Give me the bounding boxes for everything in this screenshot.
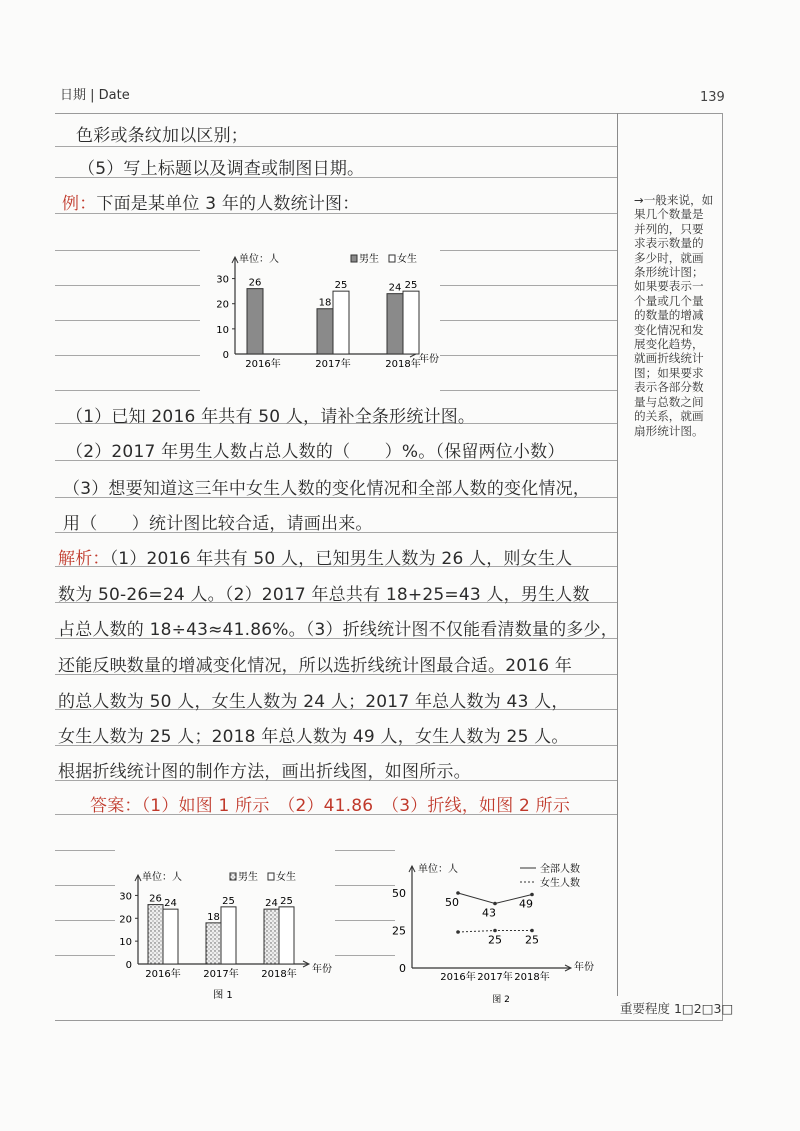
bar-value-label: 26 xyxy=(248,277,262,289)
point-female xyxy=(456,930,460,934)
date-header: 日期 | Date xyxy=(60,88,130,103)
bar-female xyxy=(403,291,419,354)
bar-value-label: 18 xyxy=(207,911,220,923)
analysis-line-1 xyxy=(58,544,572,569)
importance-rating: 重要程度 1□2□3□ xyxy=(620,1001,734,1016)
ruled-line xyxy=(55,920,115,921)
ruled-line xyxy=(55,250,200,251)
figure-caption: 图 1 xyxy=(213,990,233,1001)
legend-swatch-female xyxy=(389,255,395,262)
point-total xyxy=(493,902,497,906)
x-tick-label: 2016年 xyxy=(145,969,181,980)
example-text: 下面是某单位 3 年的人数统计图： xyxy=(96,194,360,214)
figure-2-line-chart xyxy=(390,852,615,1010)
legend-swatch-male xyxy=(351,255,357,262)
y-tick-label: 10 xyxy=(119,937,132,949)
x-tick-label: 2018年 xyxy=(385,359,421,370)
analysis-line-7: 根据折线统计图的制作方法，画出折线图，如图所示。 xyxy=(58,762,471,782)
figure-caption: 图 2 xyxy=(492,995,510,1005)
bar-value-label: 25 xyxy=(404,280,418,292)
x-tick-label: 2018年 xyxy=(261,969,297,980)
ruled-line xyxy=(440,320,617,321)
bar-value-label: 26 xyxy=(149,893,162,905)
question-3a: （3）想要知道这三年中女生人数的变化情况和全部人数的变化情况， xyxy=(63,479,591,499)
analysis-label: 解析： xyxy=(58,549,110,569)
page-number: 139 xyxy=(700,90,725,105)
bar-value-label: 25 xyxy=(280,895,293,907)
y-tick-label: 0 xyxy=(399,962,406,975)
bar-female xyxy=(221,907,236,964)
example-label: 例： xyxy=(62,194,97,214)
point-value-label: 25 xyxy=(525,933,539,947)
bar-female xyxy=(163,909,178,964)
x-tick-label: 2017年 xyxy=(315,359,351,370)
legend-label-female: 女生人数 xyxy=(540,878,580,889)
question-1: （1）已知 2016 年共有 50 人，请补全条形统计图。 xyxy=(66,407,476,427)
answer-line: 答案：（1）如图 1 所示 （2）41.86 （3）折线，如图 2 所示 xyxy=(90,796,571,816)
ruled-line xyxy=(440,285,617,286)
point-female xyxy=(493,929,497,933)
bar-male xyxy=(148,905,163,964)
bar-value-label: 24 xyxy=(164,898,177,910)
ruled-line xyxy=(55,320,200,321)
y-tick-label: 20 xyxy=(216,299,229,311)
y-tick-label: 0 xyxy=(222,350,229,361)
legend-swatch-male xyxy=(230,873,236,880)
unit-label: 单位：人 xyxy=(418,864,458,875)
x-tick-label: 2016年 xyxy=(440,972,476,983)
bar-male xyxy=(387,294,403,354)
x-axis-title: 年份 xyxy=(574,962,594,973)
ruled-line xyxy=(55,285,200,286)
analysis-line-3: 占总人数的 18÷43≈41.86%。（3）折线统计图不仅能看清数量的多少， xyxy=(58,620,618,640)
x-tick-label: 2016年 xyxy=(245,359,281,370)
x-tick-label: 2017年 xyxy=(477,972,513,983)
legend-swatch-female xyxy=(268,873,274,880)
y-tick-label: 30 xyxy=(119,891,132,903)
ruled-line xyxy=(55,850,115,851)
analysis-line-6: 女生人数为 25 人；2018 年总人数为 49 人，女生人数为 25 人。 xyxy=(58,727,569,747)
frame-top-rule xyxy=(55,113,723,114)
legend-label-female: 女生 xyxy=(397,254,417,265)
side-note: →一般来说，如果几个数量是并列的，只要求表示数量的多少时，就画条形统计图；如果要表示一个量或几个量的数量的增减变化情况和发展变化趋势，就画折线统计图；如果要求表示各部分数量与总数之间的关系，就画扇形统计图。 xyxy=(634,193,714,438)
frame-right-rule xyxy=(722,113,723,1021)
point-total xyxy=(530,893,534,897)
point-value-label: 43 xyxy=(482,906,496,920)
unit-label: 单位：人 xyxy=(239,254,279,265)
bar-male xyxy=(247,289,263,354)
y-tick-label: 10 xyxy=(216,324,229,336)
bar-value-label: 25 xyxy=(222,895,235,907)
figure-1-bar-chart xyxy=(110,838,340,1008)
legend-label-male: 男生 xyxy=(359,254,379,265)
bar-female xyxy=(279,907,294,964)
bar-female xyxy=(333,291,349,354)
x-tick-label: 2017年 xyxy=(203,969,239,980)
ruled-line xyxy=(55,885,115,886)
text-line-1: 色彩或条纹加以区别； xyxy=(76,126,248,146)
point-value-label: 50 xyxy=(445,896,459,909)
bar-male xyxy=(317,309,333,354)
y-tick-label: 20 xyxy=(119,914,132,926)
y-tick-label: 0 xyxy=(125,960,132,971)
y-tick-label: 25 xyxy=(392,924,406,938)
ruled-line xyxy=(55,355,200,356)
point-value-label: 25 xyxy=(488,933,502,947)
legend-label-total: 全部人数 xyxy=(540,864,580,875)
analysis-line-4: 还能反映数量的增减变化情况，所以选折线统计图最合适。2016 年 xyxy=(58,656,573,676)
ruled-line xyxy=(335,920,395,921)
frame-bottom-rule xyxy=(55,1020,723,1021)
analysis-line-5: 的总人数为 50 人，女生人数为 24 人；2017 年总人数为 43 人， xyxy=(58,692,569,712)
analysis-line-2: 数为 50-26=24 人。（2）2017 年总共有 18+25=43 人，男生人数 xyxy=(58,585,590,605)
ruled-line xyxy=(55,146,617,147)
bar-male xyxy=(206,923,221,964)
margin-divider xyxy=(617,113,618,996)
point-female xyxy=(530,929,534,933)
ruled-line xyxy=(55,390,200,391)
ruled-line xyxy=(440,250,617,251)
question-2: （2）2017 年男生人数占总人数的（ ）%。（保留两位小数） xyxy=(66,442,565,462)
ruled-line xyxy=(335,885,395,886)
y-tick-label: 30 xyxy=(216,274,229,286)
point-total xyxy=(456,891,460,895)
bar-value-label: 24 xyxy=(388,282,402,294)
bar-male xyxy=(264,909,279,964)
ruled-line xyxy=(440,390,617,391)
ruled-line xyxy=(335,955,395,956)
ruled-line xyxy=(55,955,115,956)
y-tick-label: 50 xyxy=(392,887,406,900)
ruled-line xyxy=(335,850,395,851)
legend-label-male: 男生 xyxy=(238,872,258,883)
bar-value-label: 25 xyxy=(334,280,348,292)
x-tick-label: 2018年 xyxy=(514,972,550,983)
example-bar-chart xyxy=(205,228,450,383)
bar-value-label: 18 xyxy=(318,297,332,309)
text-line-2: （5）写上标题以及调查或制图日期。 xyxy=(78,159,365,179)
legend-label-female: 女生 xyxy=(276,872,296,883)
question-3b: 用（ ）统计图比较合适，请画出来。 xyxy=(63,514,373,534)
x-axis-title: 年份 xyxy=(419,354,439,365)
example-line xyxy=(62,189,359,214)
analysis-text-1: （1）2016 年共有 50 人，已知男生人数为 26 人，则女生人 xyxy=(109,549,573,569)
ruled-line xyxy=(440,355,617,356)
bar-value-label: 24 xyxy=(265,898,278,910)
unit-label: 单位：人 xyxy=(142,872,182,883)
x-axis-title: 年份 xyxy=(312,964,332,975)
point-value-label: 49 xyxy=(519,897,533,911)
